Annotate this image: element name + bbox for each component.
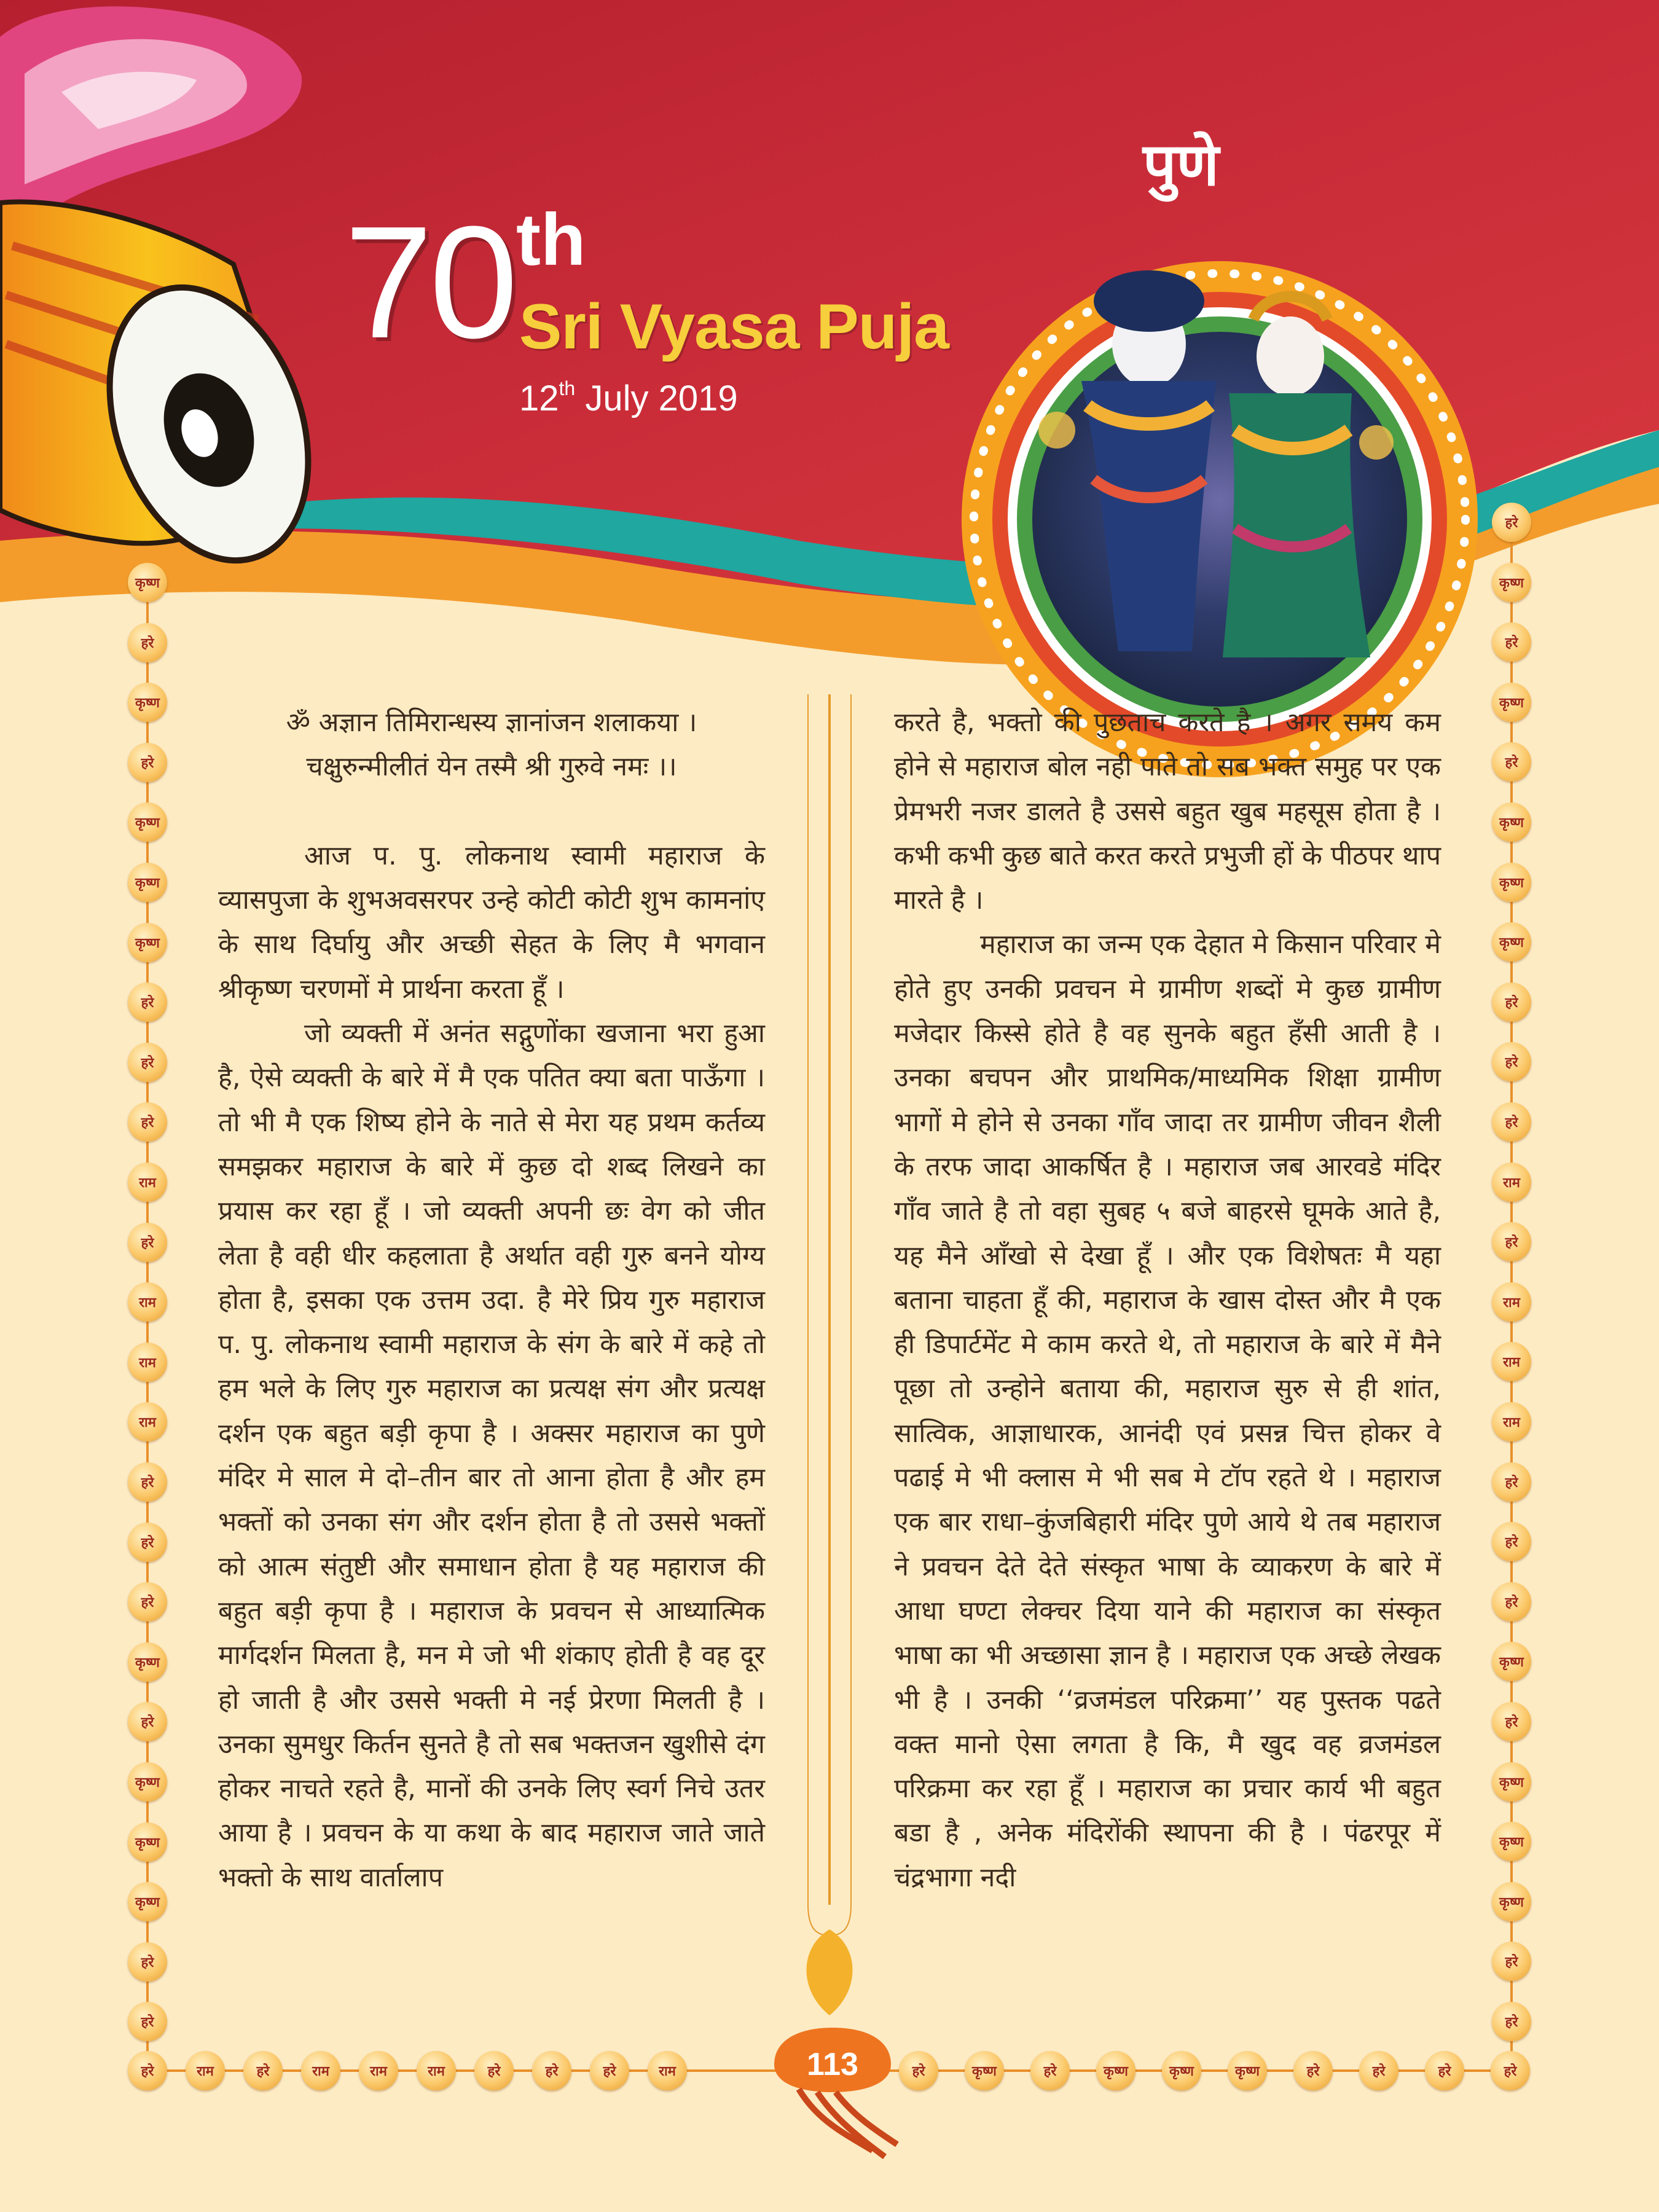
border-bead-right: हरे (1492, 1222, 1531, 1261)
date-suffix: th (559, 377, 576, 399)
right-paragraph-1: करते है, भक्तो की पुछताच करते है । अगर समय कम होने से महाराज बोल नही पाते तो सब भक्त समुह पर एक प्रेमभरी नजर डालते है उससे बहुत खुब महसूस होता है । कभी कभी कुछ बाते करत करते प्रभुजी हों के पीठपर थाप मारते है । (894, 707, 1441, 916)
border-bead-bottom-right: हरे (899, 2051, 938, 2090)
border-bead-bottom-left: राम (359, 2051, 398, 2090)
border-bead-bottom-right: कृष्ण (1162, 2051, 1201, 2090)
border-bead-right: हरे (1492, 622, 1531, 662)
city-title: पुणे (1143, 130, 1219, 199)
border-bead-left: राम (128, 1163, 167, 1202)
date-day: 12 (519, 378, 559, 418)
headline-number-suffix: th (516, 198, 586, 281)
border-bead-left: कृष्ण (128, 923, 167, 962)
border-bead-bottom-right: कृष्ण (1228, 2051, 1267, 2090)
border-bead-bottom-right: हरे (1293, 2051, 1333, 2090)
border-bead-left: हरे (128, 1102, 167, 1142)
article-left-column (218, 700, 765, 1900)
right-paragraph-2: महाराज का जन्म एक देहात मे किसान परिवार मे होते हुए उनकी प्रवचन मे ग्रामीण शब्दों मे कुछ ग्रामीण मजेदार किस्से होते है वह सुनके बहुत हँसी आती है । उनका बचपन और प्राथमिक/माध्यमिक शिक्षा ग्रामीण भागों मे होने से उनका गाँव जादा तर ग्रामीण जीवन शैली के तरफ जादा आकर्षित है । महाराज जब आरवडे मंदिर गाँव जाते है तो वहा सुबह ५ बजे बाहरसे घूमके आते है, यह मैने आँखो से देखा हूँ । और एक विशेषतः मै यहा बताना चाहता हूँ की, महाराज के खास दोस्त और मै एक ही डिपार्टमेंट मे काम करते थे, तो महाराज के बारे में मैने पूछा तो उन्होने बताया की, महाराज सुरु से ही शांत, सात्विक, आज्ञाधारक, आनंदी एवं प्रसन्न चित्त होकर वे पढाई मे भी क्लास मे भी सब मे टॉप रहते थे । महाराज एक बार राधा–कुंजबिहारी मंदिर पुणे आये थे तब महाराज ने प्रवचन देते देते संस्कृत भाषा के व्याकरण के बारे में आधा घण्टा लेक्चर दिया याने की महाराज का संस्कृत भाषा का भी अच्छासा ज्ञान है । महाराज एक अच्छे लेखक भी है । उनकी ‘‘व्रजमंडल परिक्रमा’’ यह पुस्तक पढते वक्त मानो ऐसा लगता है कि, मै खुद वह व्रजमंडल परिक्रमा कर रहा हूँ । महाराज का प्रचार कार्य भी बहुत बडा है , अनेक मंदिरोंकी स्थापना की है । पंढरपूर में चंद्रभागा नदी (894, 929, 1441, 1893)
border-bead-left: हरे (128, 1523, 167, 1562)
border-bead-bottom-left: राम (648, 2051, 687, 2090)
border-bead-bottom-left: हरे (590, 2051, 629, 2090)
border-bead-right: कृष्ण (1492, 1762, 1531, 1802)
border-bead-left: कृष्ण (128, 1762, 167, 1802)
border-bead-left: कृष्ण (128, 863, 167, 902)
border-bead-right: हरे (1492, 1702, 1531, 1741)
border-bead-right: कृष्ण (1492, 863, 1531, 902)
article-right-column (894, 700, 1441, 1900)
border-bead-bottom-left: हरे (243, 2051, 283, 2090)
border-bead-bottom-left: राम (301, 2051, 340, 2090)
border-bead-left: हरे (128, 2002, 167, 2041)
border-bead-bottom-left: हरे (474, 2051, 514, 2090)
border-bead-left: हरे (128, 743, 167, 782)
border-bead-right: कृष्ण (1492, 563, 1531, 602)
border-bead-left: राम (128, 1282, 167, 1322)
border-bead-right: हरे (1492, 1522, 1531, 1561)
border-bead-left: कृष्ण (128, 802, 167, 842)
border-bead-right: कृष्ण (1492, 1882, 1531, 1921)
border-bead-left: हरे (128, 1942, 167, 1982)
border-bead-right: राम (1492, 1282, 1531, 1322)
border-bead-right: हरे (1492, 1102, 1531, 1142)
shloka-line-1: ॐ अज्ञान तिमिरान्धस्य ज्ञानांजन शलाकया । (286, 707, 697, 738)
border-bead-right: हरे (1492, 1942, 1531, 1981)
date-rest: July 2019 (575, 378, 738, 418)
border-bead-right: हरे (1492, 503, 1531, 542)
border-bead-left: राम (128, 1343, 167, 1382)
border-bead-bottom-right: हरे (1491, 2051, 1530, 2090)
border-bead-right: कृष्ण (1492, 922, 1531, 962)
border-bead-right: कृष्ण (1492, 1642, 1531, 1681)
border-bead-left: कृष्ण (128, 1822, 167, 1862)
border-bead-left: कृष्ण (128, 683, 167, 722)
border-bead-right: राम (1492, 1163, 1531, 1202)
shloka-line-2: चक्षुरुन्मीलीतं येन तस्मै श्री गुरुवे नमः ।। (306, 751, 677, 783)
border-bead-bottom-left: राम (186, 2051, 225, 2090)
border-bead-bottom-right: हरे (1425, 2051, 1464, 2090)
border-bead-left: हरे (128, 1462, 167, 1502)
border-bead-bottom-left: हरे (532, 2051, 571, 2090)
border-bead-left: कृष्ण (128, 1882, 167, 1921)
border-bead-right: हरे (1492, 742, 1531, 782)
border-bead-right: हरे (1492, 982, 1531, 1022)
border-bead-bottom-left: राम (417, 2051, 456, 2090)
event-date (519, 377, 738, 418)
border-bead-left: हरे (128, 623, 167, 662)
border-bead-right: हरे (1492, 1582, 1531, 1622)
border-bead-right: हरे (1492, 2002, 1531, 2041)
border-bead-left: कृष्ण (128, 563, 167, 602)
border-bead-right: हरे (1492, 1042, 1531, 1081)
headline-number: 70 (344, 194, 515, 372)
border-bead-bottom-right: कृष्ण (965, 2051, 1004, 2090)
event-title: Sri Vyasa Puja (519, 291, 949, 363)
border-bead-left: हरे (128, 1582, 167, 1622)
left-paragraph-2: जो व्यक्ती में अनंत सद्गुणोंका खजाना भरा हुआ है, ऐसे व्यक्ती के बारे में मै एक पतित क्या बता पाऊँगा । तो भी मै एक शिष्य होने के नाते से मेरा यह प्रथम कर्तव्य समझकर महाराज के बारे में कुछ दो शब्द लिखने का प्रयास कर रहा हूँ । जो व्यक्ती अपनी छः वेग को जीत लेता है वही धीर कहलाता है अर्थात वही गुरु बनने योग्य होता है, इसका एक उत्तम उदा. है मेरे प्रिय गुरु महाराज प. पु. लोकनाथ स्वामी महाराज के संग के बारे में कहे तो हम भले के लिए गुरु महाराज का प्रत्यक्ष संग और प्रत्यक्ष दर्शन एक बहुत बड़ी कृपा है । अक्सर महाराज का पुणे मंदिर मे साल मे दो–तीन बार तो आना होता है और हम भक्तों को उनका संग और दर्शन होता है तो उससे भक्तों को आत्म संतुष्टी और समाधान होता है यह महाराज की बहुत बड़ी कृपा है । महाराज के प्रवचन से आध्यात्मिक मार्गदर्शन मिलता है, मन मे जो भी शंकाए होती है वह दूर हो जाती है और उससे भक्ती मे नई प्रेरणा मिलती है । उनका सुमधुर किर्तन सुनते है तो सब भक्तजन खुशीसे दंग होकर नाचते रहते है, मानों की उनके लिए स्वर्ग निचे उतर आया है । प्रवचन के या कथा के बाद महाराज जाते जाते भक्तो के साथ वार्तालाप (218, 1018, 765, 1893)
border-bead-right: कृष्ण (1492, 1822, 1531, 1861)
border-bead-right: कृष्ण (1492, 683, 1531, 722)
border-bead-left: राम (128, 1402, 167, 1441)
spacer (218, 790, 765, 834)
border-bead-bottom-left: हरे (128, 2051, 167, 2090)
page-number: 113 (807, 2047, 858, 2082)
left-paragraph-1: आज प. पु. लोकनाथ स्वामी महाराज के व्यासपुजा के शुभअवसरपर उन्हे कोटी कोटी शुभ कामनांए के साथ दिर्घायु और अच्छी सेहत के लिए मै भगवान श्रीकृष्ण चरणमों मे प्रार्थना करता हूँ । (218, 840, 765, 1005)
border-bead-left: हरे (128, 1043, 167, 1082)
border-bead-left: हरे (128, 1223, 167, 1262)
border-bead-right: राम (1492, 1342, 1531, 1381)
border-bead-bottom-right: हरे (1359, 2051, 1398, 2090)
border-bead-bottom-right: कृष्ण (1096, 2051, 1135, 2090)
border-bead-left: कृष्ण (128, 1642, 167, 1682)
border-bead-right: कृष्ण (1492, 802, 1531, 842)
border-bead-right: राम (1492, 1402, 1531, 1441)
border-bead-left: हरे (128, 1702, 167, 1741)
border-bead-bottom-right: हरे (1030, 2051, 1070, 2090)
border-bead-left: हरे (128, 982, 167, 1022)
border-bead-right: हरे (1492, 1462, 1531, 1502)
